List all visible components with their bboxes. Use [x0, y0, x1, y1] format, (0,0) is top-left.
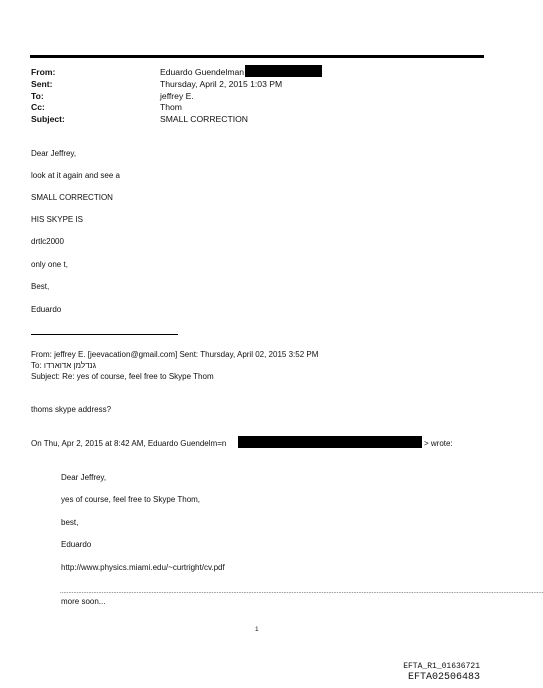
body-line: drtlc2000: [31, 237, 64, 246]
to-value: jeffrey E.: [160, 91, 194, 101]
body-line: HIS SKYPE IS: [31, 215, 84, 224]
body-line: Eduardo: [31, 305, 62, 314]
subject-value: SMALL CORRECTION: [160, 114, 249, 124]
cc-label: Cc:: [31, 102, 45, 112]
inner-line: best,: [61, 518, 79, 527]
subject-label: Subject:: [31, 114, 65, 124]
sent-label: Sent:: [31, 79, 53, 89]
signature-separator: [31, 334, 178, 335]
on-wrote-prefix: On Thu, Apr 2, 2015 at 8:42 AM, Eduardo Guendelm=n: [31, 439, 227, 448]
from-label: From:: [31, 67, 56, 77]
on-wrote-suffix: > wrote:: [424, 439, 453, 448]
quoted-from-line: From: jeffrey E. [jeevacation@gmail.com] Sent: Thursday, April 02, 2015 3:52 PM: [31, 350, 319, 359]
body-line: SMALL CORRECTION: [31, 193, 113, 202]
redaction-box: [245, 65, 322, 77]
body-line: look at it again and see a: [31, 171, 120, 180]
inner-line: Dear Jeffrey,: [61, 473, 107, 482]
quoted-question: thoms skype address?: [31, 405, 112, 414]
quoted-subject-line: Subject: Re: yes of course, feel free to Skype Thom: [31, 372, 214, 381]
bates-number-secondary: EFTA02506483: [407, 672, 480, 683]
inner-line: yes of course, feel free to Skype Thom,: [61, 495, 201, 504]
inner-link[interactable]: http://www.physics.miami.edu/~curtright/cv.pdf: [61, 563, 225, 572]
body-line: Dear Jeffrey,: [31, 149, 77, 158]
to-label: To:: [31, 91, 44, 101]
dotted-separator: ..................................................................................................................................................................................................................................................................................................: [60, 589, 543, 595]
page-number: 1: [255, 626, 259, 633]
body-line: Best,: [31, 282, 50, 291]
cc-value: Thom: [160, 102, 182, 112]
more-soon-text: more soon...: [61, 597, 106, 606]
inner-line: Eduardo: [61, 540, 92, 549]
bates-number-primary: EFTA_R1_01636721: [403, 662, 480, 671]
sent-value: Thursday, April 2, 2015 1:03 PM: [160, 79, 283, 89]
from-value: Eduardo Guendelman: [160, 67, 245, 77]
header-rule: [30, 55, 484, 58]
redaction-box: [238, 436, 422, 448]
body-line: only one t,: [31, 260, 68, 269]
quoted-to-line: To: גנדלמן אדוארדו: [31, 361, 97, 370]
